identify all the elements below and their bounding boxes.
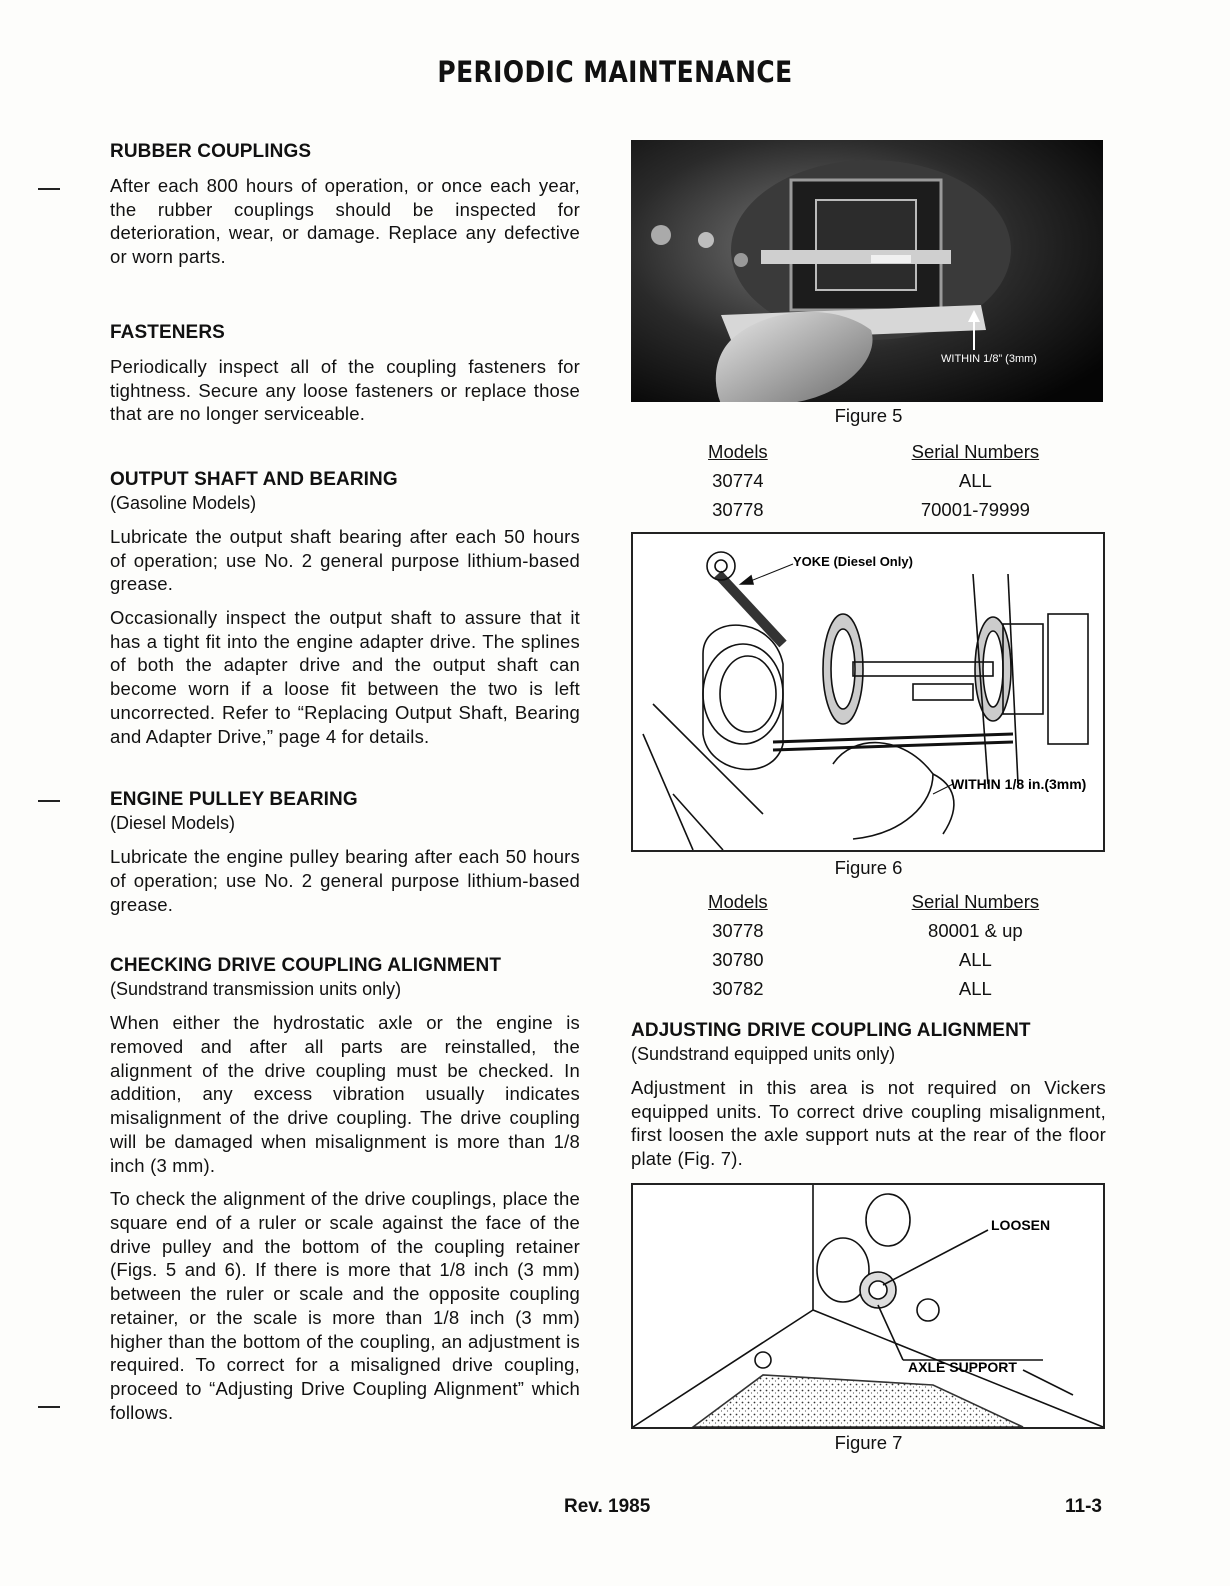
figure-5-illustration [631,140,1103,402]
adjusting-alignment-heading: ADJUSTING DRIVE COUPLING ALIGNMENT [631,1020,1031,1041]
serial-cell: ALL [958,470,992,491]
models-header: Models [708,441,768,462]
figure-7-loosen-label: LOOSEN [991,1216,1051,1233]
right-column [631,140,1106,1455]
model-cell: 30780 [712,949,764,970]
revision-mark [38,188,60,190]
model-cell: 30774 [712,470,764,491]
figure-5-caption: Figure 5 [834,405,903,426]
table-row [631,974,1106,1003]
fasteners-heading: FASTENERS [110,321,225,343]
model-cell: 30782 [712,978,764,999]
output-shaft-subheading: (Gasoline Models) [110,492,257,513]
checking-alignment-text-2: To check the alignment of the drive couplings, place the square end of a ruler or scale against the face of the drive pulley and the bottom of the coupling retainer (Figs. 5 and 6). If there is more that 1/8 inch (3 mm) between the ruler or scale and the opposite coupling retainer, or the scale is more than 1/8 inch (3 mm) higher than the bottom of the coupling, an adjustment is required. To correct for a misaligned drive coupling, proceed to “Adjusting Drive Coupling Alignment” which follows. [110,1188,580,1423]
serial-cell: 70001-79999 [920,499,1030,520]
revision-mark [38,1406,60,1408]
model-cell: 30778 [712,920,764,941]
table-row [631,945,1106,974]
serial-numbers-header: Serial Numbers [911,441,1040,462]
table-row [631,495,1106,524]
page-number: 11-3 [1065,1496,1102,1517]
figure-5-photo [631,140,1103,402]
fasteners-text: Periodically inspect all of the coupling fasteners for tightness. Secure any loose fasteners or replace those that are no longer serviceable. [110,355,580,425]
engine-pulley-heading: ENGINE PULLEY BEARING [110,789,358,811]
figure-5-label: WITHIN 1/8” (3mm) [941,353,1037,365]
serial-cell: ALL [958,949,992,970]
adjusting-alignment-subheading: (Sundstrand equipped units only) [631,1044,896,1064]
output-shaft-text-2: Occasionally inspect the output shaft to assure that it has a tight fit into the engine adapter drive. The splines of both the adapter drive and the output shaft can become worn if a loose fit between the two is left uncorrected. Refer to “Replacing Output Shaft, Bearing and Adapter Drive,” page 4 for details. [110,607,580,747]
model-cell: 30778 [712,499,764,520]
adjusting-alignment-text: Adjustment in this area is not required on Vickers equipped units. To correct drive coupling misalignment, first loosen the axle support nuts at the rear of the floor plate (Fig. 7). [631,1077,1106,1170]
checking-alignment-text-1: When either the hydrostatic axle or the engine is removed and after all parts are reinstalled, the alignment of the drive coupling must be checked. In addition, any excess vibration usually indicates misalignment of the drive coupling. The drive coupling will be damaged when misalignment is more than 1/8 inch (3 mm). [110,1012,580,1176]
figure-6-caption: Figure 6 [834,857,903,878]
figure-7-caption: Figure 7 [834,1431,903,1453]
table-row [631,466,1106,495]
figure-5-serial-table [631,438,1106,524]
figure-6-illustration [633,534,1103,850]
rubber-couplings-heading: RUBBER COUPLINGS [110,141,312,162]
revision-date: Rev. 1985 [564,1496,651,1517]
output-shaft-text-1: Lubricate the output shaft bearing after each 50 hours of operation; use No. 2 general purpose lithium-based grease. [110,525,580,595]
output-shaft-heading: OUTPUT SHAFT AND BEARING [110,468,398,490]
table-row [631,916,1106,945]
figure-6-within-label: WITHIN 1/8 in.(3mm) [951,776,1087,792]
revision-mark [38,800,60,802]
serial-numbers-header: Serial Numbers [911,891,1040,912]
figure-6-serial-table [631,888,1106,1003]
engine-pulley-subheading: (Diesel Models) [110,813,236,834]
models-header: Models [708,891,768,912]
figure-7-diagram [631,1183,1105,1429]
figure-7-illustration [633,1185,1103,1427]
checking-alignment-heading: CHECKING DRIVE COUPLING ALIGNMENT [110,955,502,977]
checking-alignment-subheading: (Sundstrand transmission units only) [110,979,402,1000]
page-title: PERIODIC MAINTENANCE [437,55,793,89]
figure-7-axle-label: AXLE SUPPORT [908,1358,1017,1375]
left-column [110,140,580,1424]
figure-6-yoke-label: YOKE (Diesel Only) [793,554,913,569]
serial-cell: 80001 & up [928,920,1023,941]
serial-cell: ALL [958,978,992,999]
figure-6-diagram [631,532,1105,852]
engine-pulley-text: Lubricate the engine pulley bearing after each 50 hours of operation; use No. 2 general purpose lithium-based grease. [110,846,580,915]
rubber-couplings-text: After each 800 hours of operation, or once each year, the rubber couplings should be inspected for deterioration, wear, or damage. Replace any defective or worn parts. [110,175,580,268]
